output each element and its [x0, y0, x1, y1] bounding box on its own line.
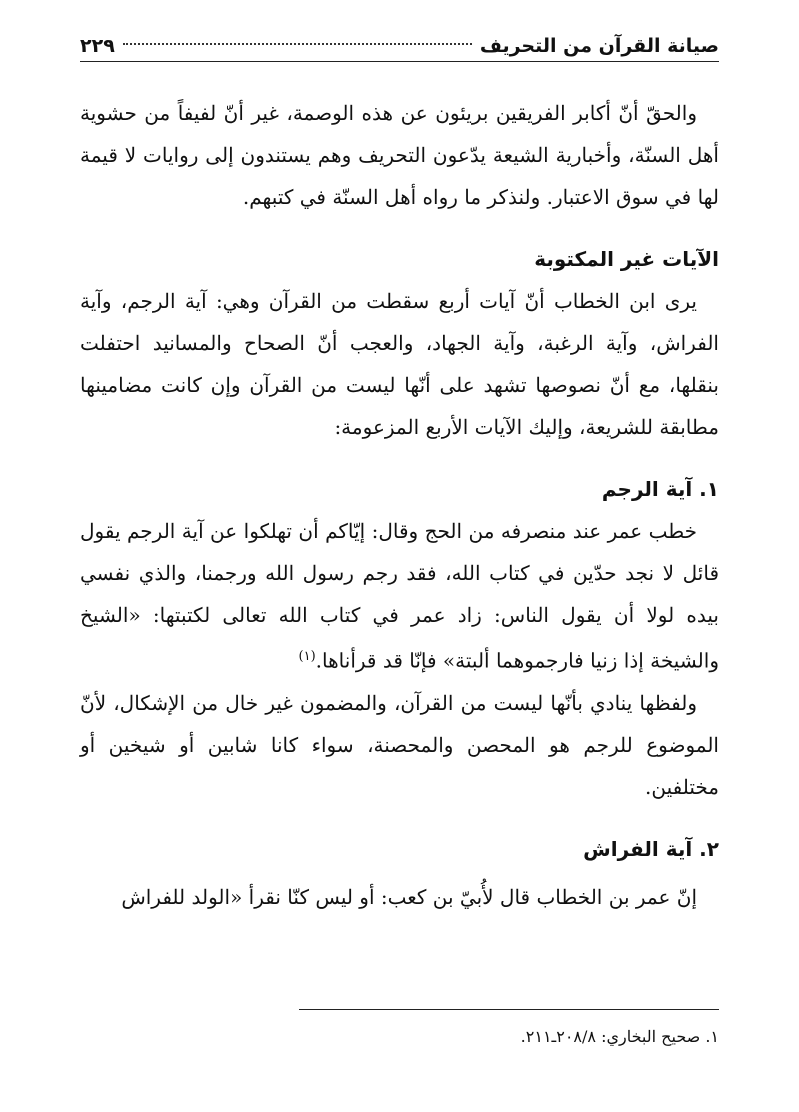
header-leader-dots	[123, 43, 472, 45]
paragraph-stoning-commentary: ولفظها ينادي بأنّها ليست من القرآن، والمضمون غير خال من الإشكال، لأنّ الموضوع للرجم هو المحصن والمحصنة، سواء كانا شابين أو شيخين أو مختلفين.	[80, 690, 719, 799]
running-header	[80, 30, 719, 62]
footnote: ١. صحيح البخاري: ٢٠٨/٨ـ٢١١.	[520, 1027, 719, 1046]
paragraph-stoning-narration	[80, 510, 719, 682]
subheading-bed-verse: ٢. آية الفراش	[583, 836, 719, 861]
paragraph-intro: والحقّ أنّ أكابر الفريقين بريئون عن هذه الوصمة، غير أنّ لفيفاً من حشوية أهل السنّة، وأخبارية الشيعة يدّعون التحريف وهم يستندون إلى روايات لا قيمة لها في سوق الاعتبار. ولنذكر ما رواه أهل السنّة في كتبهم.	[80, 101, 719, 209]
subheading-stoning-verse: ١. آية الرجم	[601, 477, 719, 501]
footnote-reference: (١)	[298, 649, 316, 664]
header-title: صيانة القرآن من التحريف	[479, 35, 719, 57]
page-body	[80, 92, 719, 918]
page-number: ٢٢٩	[80, 35, 115, 57]
footnote-divider	[299, 1009, 719, 1010]
stoning-narration-text: خطب عمر عند منصرفه من الحج وقال: إيّاكم أن تهلكوا عن آية الرجم يقول قائل لا نجد حدّين في كتاب الله، فقد رجم رسول الله ورجمنا، والذي نفسي بيده لولا أن يقول الناس: زاد عمر في كتاب الله تعالى لكتبتها: «الشيخ والشيخة إذا زنيا فارجموهما ألبتة» فإنّا قد قرأناها.	[80, 519, 719, 673]
paragraph-four-verses: يرى ابن الخطاب أنّ آيات أربع سقطت من القرآن وهي: آية الرجم، وآية الفراش، وآية الرغبة، وآية الجهاد، والعجب أنّ الصحاح والمسانيد احتفلت بنقلها، مع أنّ نصوصها تشهد على أنّها ليست من القرآن وإن كانت مضامينها مطابقة للشريعة، وإليك الآيات الأربع المزعومة:	[80, 289, 719, 439]
section-heading-unwritten-verses: الآيات غير المكتوبة	[534, 247, 719, 271]
paragraph-bed-verse: إنّ عمر بن الخطاب قال لأُبيّ بن كعب: أو ليس كنّا نقرأ «الولد للفراش	[121, 884, 697, 909]
